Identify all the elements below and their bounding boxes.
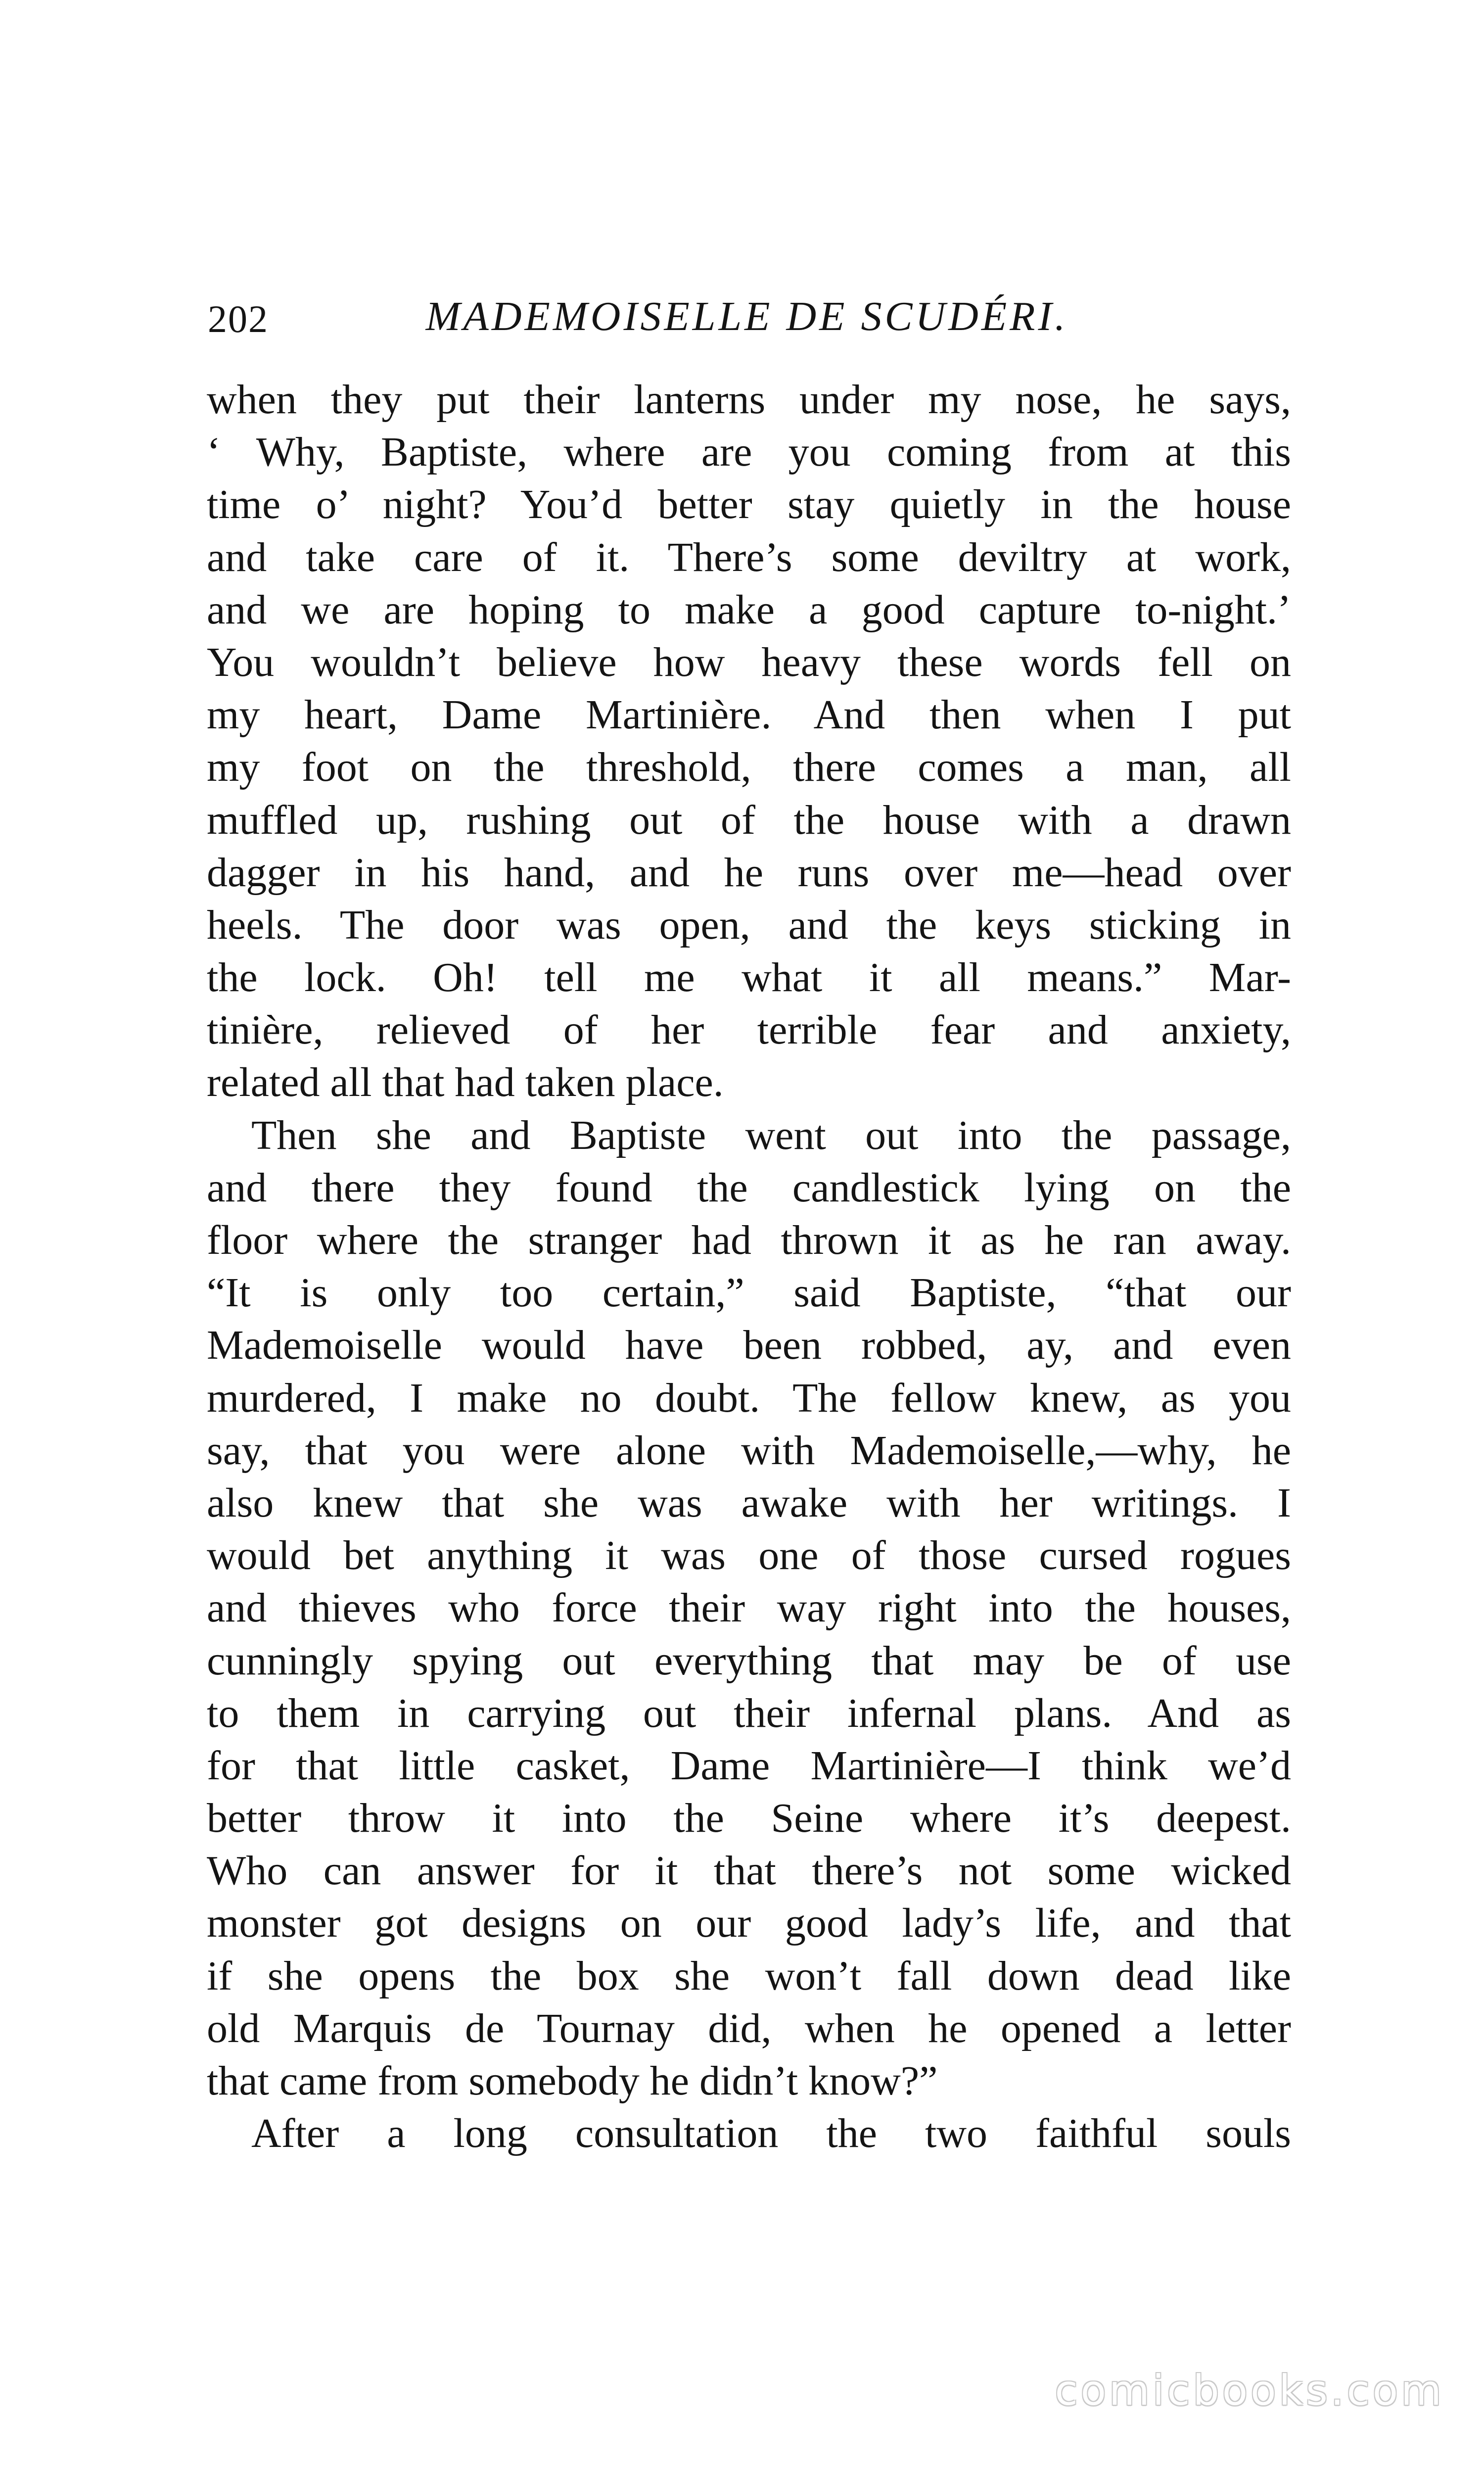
body-text [207,374,1291,2160]
text-line: tinière, relieved of her terrible fear and anxiety, [207,1007,1291,1053]
text-line: if she opens the box she won’t fall down dead like [207,1952,1291,1999]
running-title: MADEMOISELLE DE SCUDÉRI. [425,293,1068,339]
text-line: and we are hoping to make a good capture to-night.’ [207,586,1291,633]
text-line: to them in carrying out their infernal plans. And as [207,1690,1291,1736]
text-line: for that little casket, Dame Martinière—I think we’d [207,1742,1291,1789]
text-line: and thieves who force their way right into the houses, [207,1585,1291,1631]
text-line: “It is only too certain,” said Baptiste, “that our [207,1270,1291,1316]
running-head [208,289,1286,349]
text-line: You wouldn’t believe how heavy these words fell on [207,639,1291,685]
paragraph-first-line: After a long consultation the two faithful souls [251,2110,1291,2157]
text-line: muffled up, rushing out of the house with a drawn [207,797,1291,843]
text-line: cunningly spying out everything that may be of use [207,1637,1291,1684]
text-line: say, that you were alone with Mademoiselle,—why, he [207,1427,1291,1474]
watermark: comicbooks.com [1055,2366,1444,2415]
text-line: monster got designs on our good lady’s life, and that [207,1900,1291,1947]
text-line: my heart, Dame Martinière. And then when I put [207,692,1291,738]
paragraph-last-line: that came from somebody he didn’t know?” [207,2058,938,2104]
page-number: 202 [208,297,269,340]
paragraph-last-line: related all that had taken place. [207,1059,724,1106]
text-line: and there they found the candlestick lying on the [207,1164,1291,1211]
text-line: better throw it into the Seine where it’s deepest. [207,1795,1291,1842]
text-line: murdered, I make no doubt. The fellow knew, as you [207,1375,1291,1421]
text-line: when they put their lanterns under my nose, he says, [207,377,1291,423]
text-line: floor where the stranger had thrown it as he ran away. [207,1217,1291,1263]
text-line: and take care of it. There’s some deviltry at work, [207,534,1291,580]
text-line: heels. The door was open, and the keys sticking in [207,902,1291,948]
text-line: ‘ Why, Baptiste, where are you coming from at this [207,429,1291,476]
text-line: dagger in his hand, and he runs over me—head over [207,849,1291,896]
text-line: Mademoiselle would have been robbed, ay, and even [207,1322,1291,1369]
text-line: would bet anything it was one of those cursed rogues [207,1532,1291,1579]
text-line: the lock. Oh! tell me what it all means.” Mar- [207,954,1291,1001]
text-line: also knew that she was awake with her writings. I [207,1479,1291,1526]
text-line: time o’ night? You’d better stay quietly in the house [207,481,1291,528]
text-line: my foot on the threshold, there comes a man, all [207,744,1291,791]
text-line: Who can answer for it that there’s not some wicked [207,1848,1291,1894]
text-line: old Marquis de Tournay did, when he opened a letter [207,2005,1291,2051]
paragraph-first-line: Then she and Baptiste went out into the passage, [251,1112,1291,1158]
